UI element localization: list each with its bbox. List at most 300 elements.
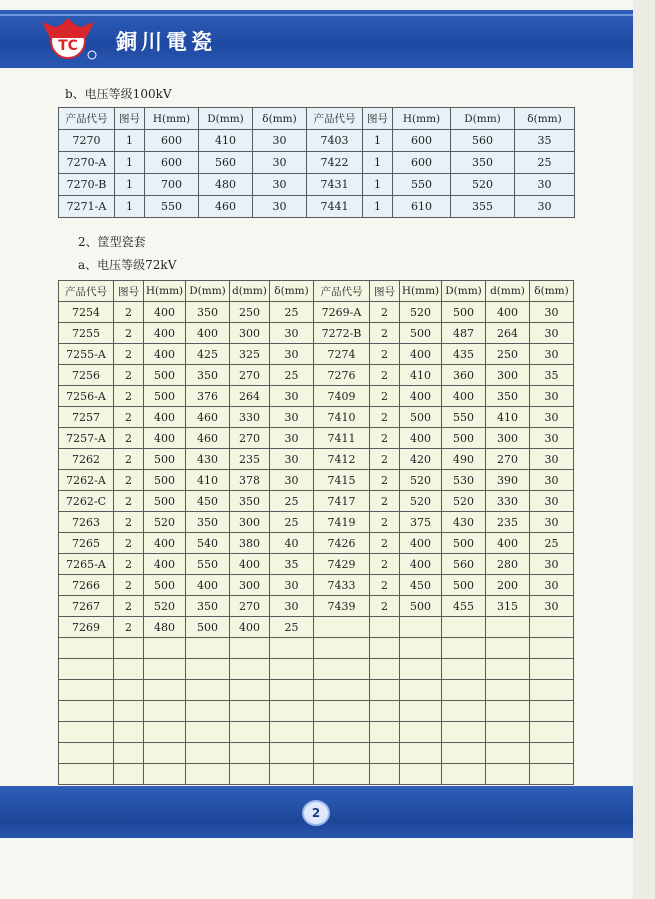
table-cell: 600 — [393, 130, 451, 152]
column-header: d(mm) — [486, 281, 530, 302]
table-cell: 400 — [144, 554, 186, 575]
table-cell — [530, 743, 574, 764]
table-cell: 400 — [230, 617, 270, 638]
table-cell: 330 — [486, 491, 530, 512]
table-cell — [186, 638, 230, 659]
table-cell — [400, 722, 442, 743]
table-cell: 490 — [442, 449, 486, 470]
table-cell — [370, 764, 400, 785]
table-row — [59, 554, 574, 575]
table-cell: 7441 — [307, 196, 363, 218]
table-cell: 550 — [145, 196, 199, 218]
table-row — [59, 659, 574, 680]
table-cell: 30 — [270, 449, 314, 470]
table-cell — [400, 680, 442, 701]
table-cell: 400 — [442, 386, 486, 407]
table-cell — [59, 743, 114, 764]
table-row — [59, 743, 574, 764]
table-cell: 7270 — [59, 130, 115, 152]
table-cell: 25 — [270, 617, 314, 638]
table-cell: 7269-A — [314, 302, 370, 323]
table-cell — [186, 659, 230, 680]
table-cell — [59, 659, 114, 680]
table-cell: 540 — [186, 533, 230, 554]
table-row — [59, 533, 574, 554]
column-header: 产品代号 — [59, 281, 114, 302]
table-cell — [530, 617, 574, 638]
table-cell — [59, 764, 114, 785]
table-row — [59, 344, 574, 365]
table-cell: 550 — [393, 174, 451, 196]
table-cell: 1 — [115, 152, 145, 174]
table-cell — [186, 743, 230, 764]
table-cell: 2 — [114, 491, 144, 512]
table-cell: 460 — [199, 196, 253, 218]
table-cell: 2 — [114, 302, 144, 323]
table-cell: 270 — [230, 596, 270, 617]
table-cell: 7422 — [307, 152, 363, 174]
table-cell — [530, 764, 574, 785]
table-cell: 7270-A — [59, 152, 115, 174]
table-cell — [270, 701, 314, 722]
table-row — [59, 449, 574, 470]
table-cell: 30 — [530, 512, 574, 533]
table-cell: 30 — [530, 344, 574, 365]
table-cell: 600 — [393, 152, 451, 174]
table-cell: 400 — [186, 323, 230, 344]
table-cell — [370, 701, 400, 722]
table-cell: 264 — [486, 323, 530, 344]
table-cell: 378 — [230, 470, 270, 491]
table-cell — [530, 680, 574, 701]
table-cell — [114, 722, 144, 743]
table-cell — [370, 722, 400, 743]
column-header: D(mm) — [199, 108, 253, 130]
table-cell: 2 — [114, 575, 144, 596]
column-header: D(mm) — [186, 281, 230, 302]
table-cell — [486, 680, 530, 701]
table-row — [59, 617, 574, 638]
table-cell: 350 — [186, 512, 230, 533]
column-header: D(mm) — [451, 108, 515, 130]
table-cell: 300 — [486, 428, 530, 449]
column-header: δ(mm) — [270, 281, 314, 302]
table-cell: 35 — [515, 130, 575, 152]
table-cell: 410 — [486, 407, 530, 428]
table-cell — [314, 701, 370, 722]
table-cell: 7274 — [314, 344, 370, 365]
table-row — [59, 470, 574, 491]
table-cell: 400 — [400, 386, 442, 407]
brand-logo-icon — [38, 14, 100, 62]
table-cell: 1 — [363, 152, 393, 174]
table-cell: 7415 — [314, 470, 370, 491]
table-cell: 2 — [114, 554, 144, 575]
table-cell: 7426 — [314, 533, 370, 554]
table-cell: 7431 — [307, 174, 363, 196]
table-cell: 2 — [114, 344, 144, 365]
table-cell: 30 — [530, 554, 574, 575]
table-cell: 350 — [230, 491, 270, 512]
table-cell: 350 — [486, 386, 530, 407]
table-cell: 420 — [400, 449, 442, 470]
table-cell: 25 — [270, 491, 314, 512]
table-cell: 30 — [270, 407, 314, 428]
table-cell: 500 — [144, 575, 186, 596]
table-cell: 30 — [515, 174, 575, 196]
table-cell — [530, 659, 574, 680]
table-cell: 560 — [442, 554, 486, 575]
table-cell: 7410 — [314, 407, 370, 428]
table-cell: 264 — [230, 386, 270, 407]
table-cell: 350 — [451, 152, 515, 174]
table-cell: 520 — [442, 491, 486, 512]
table-cell: 2 — [114, 449, 144, 470]
column-header: H(mm) — [145, 108, 199, 130]
table-cell: 2 — [114, 617, 144, 638]
table-cell: 2 — [114, 386, 144, 407]
table-cell — [114, 638, 144, 659]
table-cell: 2 — [114, 470, 144, 491]
table-cell — [400, 764, 442, 785]
table-cell: 7257 — [59, 407, 114, 428]
table-cell: 40 — [270, 533, 314, 554]
column-header: H(mm) — [144, 281, 186, 302]
table-cell: 315 — [486, 596, 530, 617]
table-cell — [370, 680, 400, 701]
table-cell — [486, 617, 530, 638]
column-header: 图号 — [363, 108, 393, 130]
table-cell: 30 — [270, 323, 314, 344]
table-cell: 7439 — [314, 596, 370, 617]
table-cell: 300 — [230, 512, 270, 533]
table-cell — [370, 617, 400, 638]
table-cell: 25 — [270, 302, 314, 323]
table-cell: 600 — [145, 130, 199, 152]
table-row — [59, 764, 574, 785]
table-cell: 400 — [144, 323, 186, 344]
table-cell: 35 — [530, 365, 574, 386]
table-cell: 30 — [530, 428, 574, 449]
table-cell: 7254 — [59, 302, 114, 323]
table-cell: 400 — [144, 344, 186, 365]
table-cell: 2 — [370, 428, 400, 449]
column-header: 图号 — [370, 281, 400, 302]
table-cell — [400, 743, 442, 764]
table-cell: 350 — [186, 302, 230, 323]
table-cell: 7255 — [59, 323, 114, 344]
table-cell: 25 — [515, 152, 575, 174]
table-cell: 400 — [144, 533, 186, 554]
table-cell: 2 — [114, 323, 144, 344]
table-cell: 400 — [400, 533, 442, 554]
table-cell: 300 — [230, 575, 270, 596]
table-cell: 2 — [370, 302, 400, 323]
table-cell: 400 — [144, 428, 186, 449]
table-cell: 2 — [370, 491, 400, 512]
table-cell: 2 — [114, 596, 144, 617]
table-cell — [370, 659, 400, 680]
table-cell: 410 — [186, 470, 230, 491]
table-cell: 500 — [144, 449, 186, 470]
table-cell: 400 — [144, 407, 186, 428]
table-cell: 350 — [186, 596, 230, 617]
table-cell: 410 — [199, 130, 253, 152]
table-cell — [186, 680, 230, 701]
table-row — [59, 638, 574, 659]
table-cell: 30 — [530, 491, 574, 512]
table-cell: 2 — [370, 533, 400, 554]
table-cell — [230, 680, 270, 701]
brand-name: 銅川電瓷 — [116, 30, 216, 54]
table-header-row — [59, 108, 575, 130]
table-cell — [270, 680, 314, 701]
table-cell — [59, 680, 114, 701]
table-cell: 25 — [530, 533, 574, 554]
table-header-row — [59, 281, 574, 302]
table-cell: 520 — [144, 512, 186, 533]
table-cell: 30 — [530, 575, 574, 596]
table-cell: 600 — [145, 152, 199, 174]
table-cell — [114, 701, 144, 722]
table-cell — [144, 743, 186, 764]
table-cell: 7270-B — [59, 174, 115, 196]
table-cell: 30 — [270, 344, 314, 365]
column-header: 产品代号 — [314, 281, 370, 302]
table-cell: 7403 — [307, 130, 363, 152]
table-cell: 7429 — [314, 554, 370, 575]
table-row — [59, 152, 575, 174]
table-cell — [230, 701, 270, 722]
table-cell: 250 — [486, 344, 530, 365]
column-header: δ(mm) — [253, 108, 307, 130]
table-cell: 2 — [370, 386, 400, 407]
table-cell: 30 — [270, 596, 314, 617]
table-cell: 500 — [400, 596, 442, 617]
table-cell: 2 — [370, 323, 400, 344]
table-cell — [370, 743, 400, 764]
column-header: δ(mm) — [530, 281, 574, 302]
table-cell: 270 — [486, 449, 530, 470]
table-cell — [530, 701, 574, 722]
table-cell — [370, 638, 400, 659]
table-cell — [400, 701, 442, 722]
table-cell: 30 — [253, 130, 307, 152]
table-cell: 376 — [186, 386, 230, 407]
table-cell: 1 — [363, 196, 393, 218]
table-cell: 430 — [442, 512, 486, 533]
table-cell: 480 — [144, 617, 186, 638]
table-row — [59, 428, 574, 449]
table-cell: 410 — [400, 365, 442, 386]
table-row — [59, 174, 575, 196]
table-cell — [186, 722, 230, 743]
table-cell: 560 — [451, 130, 515, 152]
table-cell: 7265-A — [59, 554, 114, 575]
table-cell: 2 — [114, 365, 144, 386]
table-row — [59, 680, 574, 701]
table-cell: 300 — [486, 365, 530, 386]
table-cell — [530, 722, 574, 743]
table-row — [59, 130, 575, 152]
table-cell: 390 — [486, 470, 530, 491]
table-cell: 500 — [442, 533, 486, 554]
table-cell: 520 — [451, 174, 515, 196]
table-cell: 500 — [442, 302, 486, 323]
table-cell: 500 — [400, 323, 442, 344]
table-cell: 35 — [270, 554, 314, 575]
table-cell — [442, 743, 486, 764]
table-cell — [270, 743, 314, 764]
table-cell: 7262 — [59, 449, 114, 470]
table-cell: 450 — [400, 575, 442, 596]
table-cell — [270, 722, 314, 743]
table-cell — [486, 764, 530, 785]
table-cell: 2 — [370, 470, 400, 491]
table-cell: 25 — [270, 365, 314, 386]
table-cell — [400, 638, 442, 659]
column-header: 产品代号 — [59, 108, 115, 130]
table-cell — [442, 680, 486, 701]
section-a-title: a、电压等级72kV — [78, 258, 177, 272]
column-header: H(mm) — [400, 281, 442, 302]
table-cell — [442, 701, 486, 722]
table-cell: 7265 — [59, 533, 114, 554]
column-header: δ(mm) — [515, 108, 575, 130]
table-cell: 30 — [530, 407, 574, 428]
table-cell: 2 — [370, 575, 400, 596]
table-row — [59, 196, 575, 218]
table-cell: 30 — [530, 449, 574, 470]
table-cell — [314, 659, 370, 680]
table-cell — [442, 638, 486, 659]
table-cell: 7263 — [59, 512, 114, 533]
table-cell: 7419 — [314, 512, 370, 533]
table-cell: 7409 — [314, 386, 370, 407]
table-cell: 355 — [451, 196, 515, 218]
table-cell: 2 — [114, 407, 144, 428]
column-header: H(mm) — [393, 108, 451, 130]
table-cell: 400 — [230, 554, 270, 575]
table-cell: 430 — [186, 449, 230, 470]
table-cell — [314, 617, 370, 638]
table-cell: 520 — [400, 491, 442, 512]
table-cell: 250 — [230, 302, 270, 323]
section-2-title: 2、筐型瓷套 — [78, 235, 146, 249]
table-cell: 1 — [115, 196, 145, 218]
table-cell: 300 — [230, 323, 270, 344]
table-cell: 30 — [530, 386, 574, 407]
page-number: 2 — [302, 800, 330, 826]
table-cell: 1 — [363, 174, 393, 196]
table-row — [59, 407, 574, 428]
table-cell: 280 — [486, 554, 530, 575]
table-cell: 7412 — [314, 449, 370, 470]
table-cell: 30 — [270, 428, 314, 449]
table-cell: 7271-A — [59, 196, 115, 218]
table-cell: 30 — [253, 152, 307, 174]
column-header: D(mm) — [442, 281, 486, 302]
table-cell: 30 — [515, 196, 575, 218]
table-cell: 455 — [442, 596, 486, 617]
table-cell — [144, 680, 186, 701]
table-cell: 425 — [186, 344, 230, 365]
table-cell — [486, 701, 530, 722]
table-cell: 460 — [186, 428, 230, 449]
table-row — [59, 323, 574, 344]
table-cell — [144, 638, 186, 659]
table-cell: 1 — [363, 130, 393, 152]
table-cell — [230, 659, 270, 680]
table-cell — [270, 764, 314, 785]
table-cell: 400 — [486, 533, 530, 554]
table-cell: 30 — [270, 575, 314, 596]
table-row — [59, 596, 574, 617]
table-cell — [314, 743, 370, 764]
table-cell: 7256 — [59, 365, 114, 386]
table-cell: 500 — [144, 365, 186, 386]
table-cell: 2 — [370, 512, 400, 533]
table-cell: 7417 — [314, 491, 370, 512]
table-cell — [230, 764, 270, 785]
column-header: d(mm) — [230, 281, 270, 302]
table-row — [59, 365, 574, 386]
table-cell — [144, 764, 186, 785]
table-cell: 700 — [145, 174, 199, 196]
table-cell — [230, 743, 270, 764]
table-row — [59, 722, 574, 743]
table-cell: 7411 — [314, 428, 370, 449]
table-cell: 480 — [199, 174, 253, 196]
table-cell: 500 — [144, 491, 186, 512]
table-cell: 350 — [186, 365, 230, 386]
table-cell: 7255-A — [59, 344, 114, 365]
table-cell — [230, 638, 270, 659]
table-cell — [144, 659, 186, 680]
table-cell — [486, 722, 530, 743]
table-cell: 400 — [400, 344, 442, 365]
table-cell: 500 — [400, 407, 442, 428]
table-row — [59, 386, 574, 407]
table-cell: 520 — [144, 596, 186, 617]
table-cell — [59, 701, 114, 722]
spec-table-100kv — [58, 107, 575, 218]
table-cell — [230, 722, 270, 743]
table-cell: 2 — [370, 365, 400, 386]
table-cell: 400 — [144, 302, 186, 323]
table-cell: 550 — [442, 407, 486, 428]
table-row — [59, 512, 574, 533]
table-cell — [314, 722, 370, 743]
table-cell: 435 — [442, 344, 486, 365]
table-cell — [144, 701, 186, 722]
table-cell: 7257-A — [59, 428, 114, 449]
table-cell — [114, 764, 144, 785]
table-cell — [314, 638, 370, 659]
table-cell: 610 — [393, 196, 451, 218]
table-row — [59, 575, 574, 596]
table-cell — [186, 701, 230, 722]
table-cell — [486, 743, 530, 764]
table-cell — [144, 722, 186, 743]
table-cell: 270 — [230, 428, 270, 449]
table-cell: 380 — [230, 533, 270, 554]
page-edge — [633, 0, 655, 899]
table-cell: 400 — [486, 302, 530, 323]
table-cell: 2 — [370, 407, 400, 428]
table-cell: 25 — [270, 512, 314, 533]
table-cell: 7266 — [59, 575, 114, 596]
